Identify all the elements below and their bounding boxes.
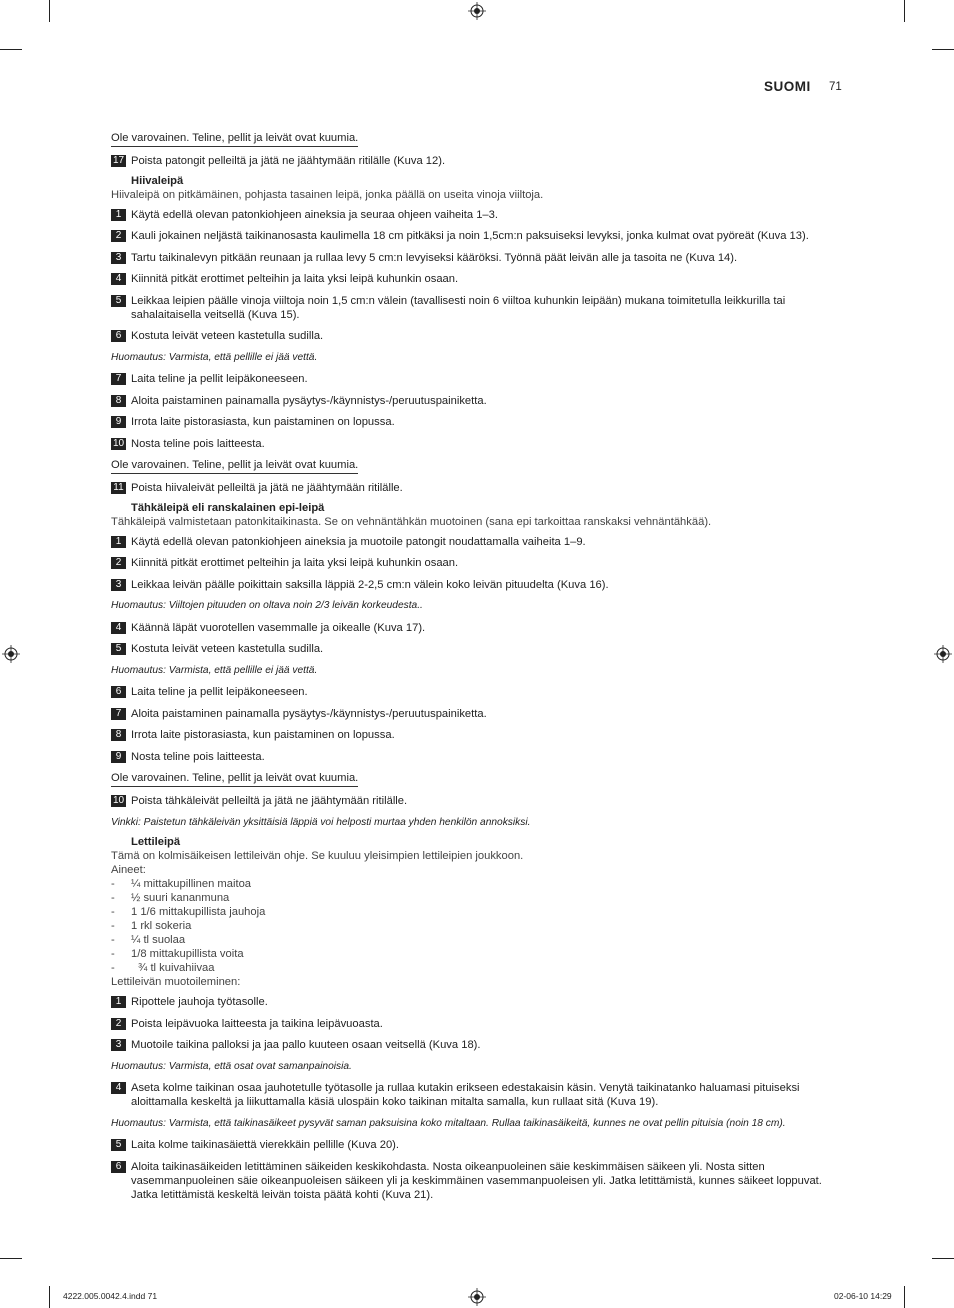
step-number: 10 [112, 437, 125, 449]
step-item [111, 154, 843, 168]
step-item [111, 329, 843, 343]
step-item [111, 272, 843, 286]
ingredient-item: - 1/8 mittakupillista voita [111, 948, 244, 960]
step-number: 6 [111, 330, 126, 342]
section-heading: Lettileipä [131, 836, 181, 848]
step-item [111, 794, 843, 808]
step-number: 2 [111, 557, 126, 569]
caution-text: Ole varovainen. Teline, pellit ja leivät ovat kuumia. [111, 772, 358, 787]
step-number: 6 [111, 686, 126, 698]
step-item [111, 535, 843, 549]
step-number: 8 [111, 729, 126, 741]
step-number: 1 [111, 536, 126, 548]
registration-mark-icon [2, 645, 20, 663]
ingredient-text: ¾ tl kuivahiivaa [138, 962, 215, 974]
ingredient-text: 1/8 mittakupillista voita [131, 948, 244, 960]
step-text: Irrota laite pistorasiasta, kun paistaminen on lopussa. [131, 729, 395, 741]
step-text: Aloita paistaminen painamalla pysäytys-/käynnistys-/peruutuspainiketta. [131, 394, 487, 407]
step-text: Poista leipävuoka laitteesta ja taikina leipävuoasta. [131, 1017, 383, 1030]
step-number: 5 [111, 295, 126, 307]
ingredient-item: - ¾ tl kuivahiivaa [111, 962, 215, 974]
caution-text: Ole varovainen. Teline, pellit ja leivät ovat kuumia. [111, 459, 358, 474]
note-text: Huomautus: Varmista, että pellille ei jää vettä. [111, 351, 318, 363]
step-item [111, 995, 843, 1009]
ingredient-item: - ¼ mittakupillinen maitoa [111, 878, 252, 890]
ingredient-item: - 1 1/6 mittakupillista jauhoja [111, 906, 266, 918]
registration-mark-icon [468, 1288, 486, 1306]
crop-mark [932, 49, 954, 50]
step-number: 2 [111, 1018, 126, 1030]
crop-mark [0, 1258, 22, 1259]
step-number: 3 [111, 579, 126, 591]
step-text: Nosta teline pois laitteesta. [131, 437, 265, 450]
crop-mark [49, 0, 50, 22]
step-text: Käytä edellä olevan patonkiohjeen aineksia ja muotoile patongit noudattamalla vaiheita 1–9. [131, 535, 586, 548]
crop-mark [49, 1286, 50, 1308]
ingredient-item: - ¼ tl suolaa [111, 934, 186, 946]
step-number: 2 [111, 230, 126, 242]
step-number: 17 [112, 155, 125, 166]
crop-mark [904, 0, 905, 22]
step-number: 3 [111, 1039, 126, 1051]
step-item [111, 1017, 843, 1031]
step-item [111, 578, 843, 592]
step-text: Irrota laite pistorasiasta, kun paistaminen on lopussa. [131, 416, 395, 428]
step-number: 6 [111, 1161, 126, 1173]
step-text: Laita teline ja pellit leipäkoneeseen. [131, 686, 308, 698]
step-text: Ripottele jauhoja työtasolle. [131, 996, 268, 1008]
footer-file-info: 4222.005.0042.4.indd 71 [63, 1291, 158, 1301]
step-number: 11 [111, 482, 126, 494]
step-number: 9 [111, 416, 126, 428]
step-number: 1 [111, 996, 126, 1008]
step-text: Laita kolme taikinasäiettä vierekkäin pellille (Kuva 20). [131, 1139, 400, 1151]
step-number: 1 [111, 209, 126, 221]
step-number: 7 [111, 708, 126, 720]
step-text: Kostuta leivät veteen kastetulla sudilla. [131, 643, 324, 655]
note-text: Huomautus: Varmista, että osat ovat samanpainoisia. [111, 1060, 352, 1072]
ingredient-text: 1 rkl sokeria [131, 920, 192, 932]
step-text: Tartu taikinalevyn pitkään reunaan ja rullaa levy 5 cm:n levyiseksi kääröksi. Työnnä päät leivän alle ja tasoita ne (Kuva 14). [131, 251, 738, 264]
caution-text: Ole varovainen. Teline, pellit ja leivät ovat kuumia. [111, 132, 358, 147]
step-item [111, 750, 843, 764]
step-number: 5 [111, 643, 126, 655]
step-number: 4 [111, 622, 126, 634]
shaping-label: Lettileivän muotoileminen: [111, 976, 241, 988]
footer-date: 02-06-10 14:29 [834, 1291, 892, 1301]
section-heading: Tähkäleipä eli ranskalainen epi-leipä [131, 501, 325, 514]
step-text: Leikkaa leipien päälle vinoja viiltoja noin 1,5 cm:n välein (tavallisesti noin 6 viiltoa kuhunkin leipään) mukana toimitetulla leikkurilla tai sahalaitaisella veitsellä (Kuva 15). [131, 294, 786, 321]
step-number: 3 [111, 252, 126, 264]
step-text: Poista tähkäleivät pelleiltä ja jätä ne jäähtymään ritilälle. [131, 795, 408, 807]
section-intro: Tämä on kolmisäikeisen lettileivän ohje. Se kuuluu yleisimpien lettileipien joukkoon. [111, 850, 524, 862]
step-number: 8 [111, 395, 126, 407]
step-text: Aloita paistaminen painamalla pysäytys-/käynnistys-/peruutuspainiketta. [131, 707, 487, 720]
step-item [111, 251, 843, 265]
step-item [111, 208, 843, 222]
step-number: 4 [111, 1082, 126, 1094]
step-item [111, 1038, 843, 1052]
step-number: 10 [112, 795, 125, 806]
crop-mark [932, 1258, 954, 1259]
step-text: Poista hiivaleivät pelleiltä ja jätä ne jäähtymään ritilälle. [131, 482, 403, 494]
step-item [111, 621, 843, 635]
step-text: Kiinnitä pitkät erottimet pelteihin ja laita yksi leipä kuhunkin osaan. [131, 273, 459, 285]
step-item [111, 642, 843, 656]
step-text: Nosta teline pois laitteesta. [131, 750, 265, 763]
step-item [111, 1081, 843, 1109]
step-item [111, 437, 843, 451]
step-text: Aloita taikinasäikeiden letittäminen säikeiden keskikohdasta. Nosta oikeanpuoleinen säie keskimmäisen säikeen yli. Nosta sitten vasemmanpuoleinen säie oikeanpuoleisen säikeen yli ja keskimmäinen vasemmanpuoleisen yli. Jatka letittämistä, kunnes säikeet loppuvat. Jatka letittämistä keskeltä leivän toista päätä kohti (Kuva 21). [131, 1160, 822, 1201]
ingredient-text: ¼ mittakupillinen maitoa [131, 878, 252, 890]
ingredient-text: 1 1/6 mittakupillista jauhoja [131, 906, 266, 918]
section-intro: Tähkäleipä valmistetaan patonkitaikinasta. Se on vehnäntähkän muotoinen (sana epi tarkoittaa ranskaksi vehnäntähkää). [111, 515, 712, 528]
step-item [111, 728, 843, 742]
step-item [111, 556, 843, 570]
step-text: Leikkaa leivän päälle poikittain saksilla läppiä 2-2,5 cm:n välein koko leivän pituudelta (Kuva 16). [131, 578, 609, 591]
note-text: Huomautus: Varmista, että pellille ei jää vettä. [111, 664, 318, 676]
ingredient-item: - 1 rkl sokeria [111, 920, 192, 932]
registration-mark-icon [934, 645, 952, 663]
header-language: SUOMI [764, 79, 811, 94]
note-text: Huomautus: Viiltojen pituuden on oltava noin 2/3 leivän korkeudesta.. [111, 600, 423, 611]
page-number: 71 [829, 81, 842, 93]
step-text: Poista patongit pelleiltä ja jätä ne jäähtymään ritilälle (Kuva 12). [131, 155, 446, 167]
step-item [111, 707, 843, 721]
section-intro: Hiivaleipä on pitkämäinen, pohjasta tasainen leipä, jonka päällä on useita vinoja viiltoja. [111, 188, 544, 201]
step-item [111, 685, 843, 699]
step-number: 4 [111, 273, 126, 285]
ingredient-text: ¼ tl suolaa [131, 934, 186, 946]
page-content [111, 131, 843, 1209]
step-number: 5 [111, 1139, 126, 1151]
ingredients-label: Aineet: [111, 864, 146, 876]
step-item [111, 415, 843, 429]
ingredient-text: ½ suuri kananmuna [131, 892, 230, 904]
registration-mark-icon [468, 2, 486, 20]
step-text: Laita teline ja pellit leipäkoneeseen. [131, 373, 308, 385]
step-text: Käytä edellä olevan patonkiohjeen aineksia ja seuraa ohjeen vaiheita 1–3. [131, 208, 498, 221]
section-heading: Hiivaleipä [131, 174, 184, 187]
crop-mark [904, 1286, 905, 1308]
step-item [111, 481, 843, 495]
note-text: Huomautus: Varmista, että taikinasäikeet pysyvät saman paksuisina koko mitaltaan. Rullaa taikinasäikeitä, kunnes ne ovat pellin pituisia (noin 18 cm). [111, 1117, 786, 1129]
step-text: Kauli jokainen neljästä taikinanosasta kaulimella 18 cm pitkäksi ja noin 1,5cm:n paksuiseksi levyksi, jonka kulmat ovat pyöreät (Kuva 13). [131, 230, 809, 242]
step-text: Muotoile taikina palloksi ja jaa pallo kuuteen osaan veitsellä (Kuva 18). [131, 1039, 481, 1051]
tip-text: Vinkki: Paistetun tähkäleivän yksittäisiä läppiä voi helposti murtaa yhden henkilön annoksiksi. [111, 816, 531, 828]
step-item [111, 294, 843, 322]
step-item [111, 372, 843, 386]
step-text: Kostuta leivät veteen kastetulla sudilla. [131, 330, 324, 342]
step-number: 9 [111, 751, 126, 763]
step-item [111, 394, 843, 408]
crop-mark [0, 49, 22, 50]
step-number: 7 [111, 373, 126, 385]
step-text: Aseta kolme taikinan osaa jauhotetulle työtasolle ja rullaa kutakin erikseen edestakaisin käsin. Venytä taikinatanko haluamasi pituiseksi aloittamalla keskeltä ja liikuttamalla käsiä ulospäin koko taikinan mitalta samalla, kun rullaat sitä (Kuva 19). [131, 1082, 800, 1108]
step-text: Kiinnitä pitkät erottimet pelteihin ja laita yksi leipä kuhunkin osaan. [131, 557, 459, 569]
step-item [111, 1138, 843, 1152]
step-item [111, 1160, 843, 1202]
step-text: Käännä läpät vuorotellen vasemmalle ja oikealle (Kuva 17). [131, 621, 426, 634]
ingredient-item: - ½ suuri kananmuna [111, 892, 230, 904]
step-item [111, 229, 843, 243]
